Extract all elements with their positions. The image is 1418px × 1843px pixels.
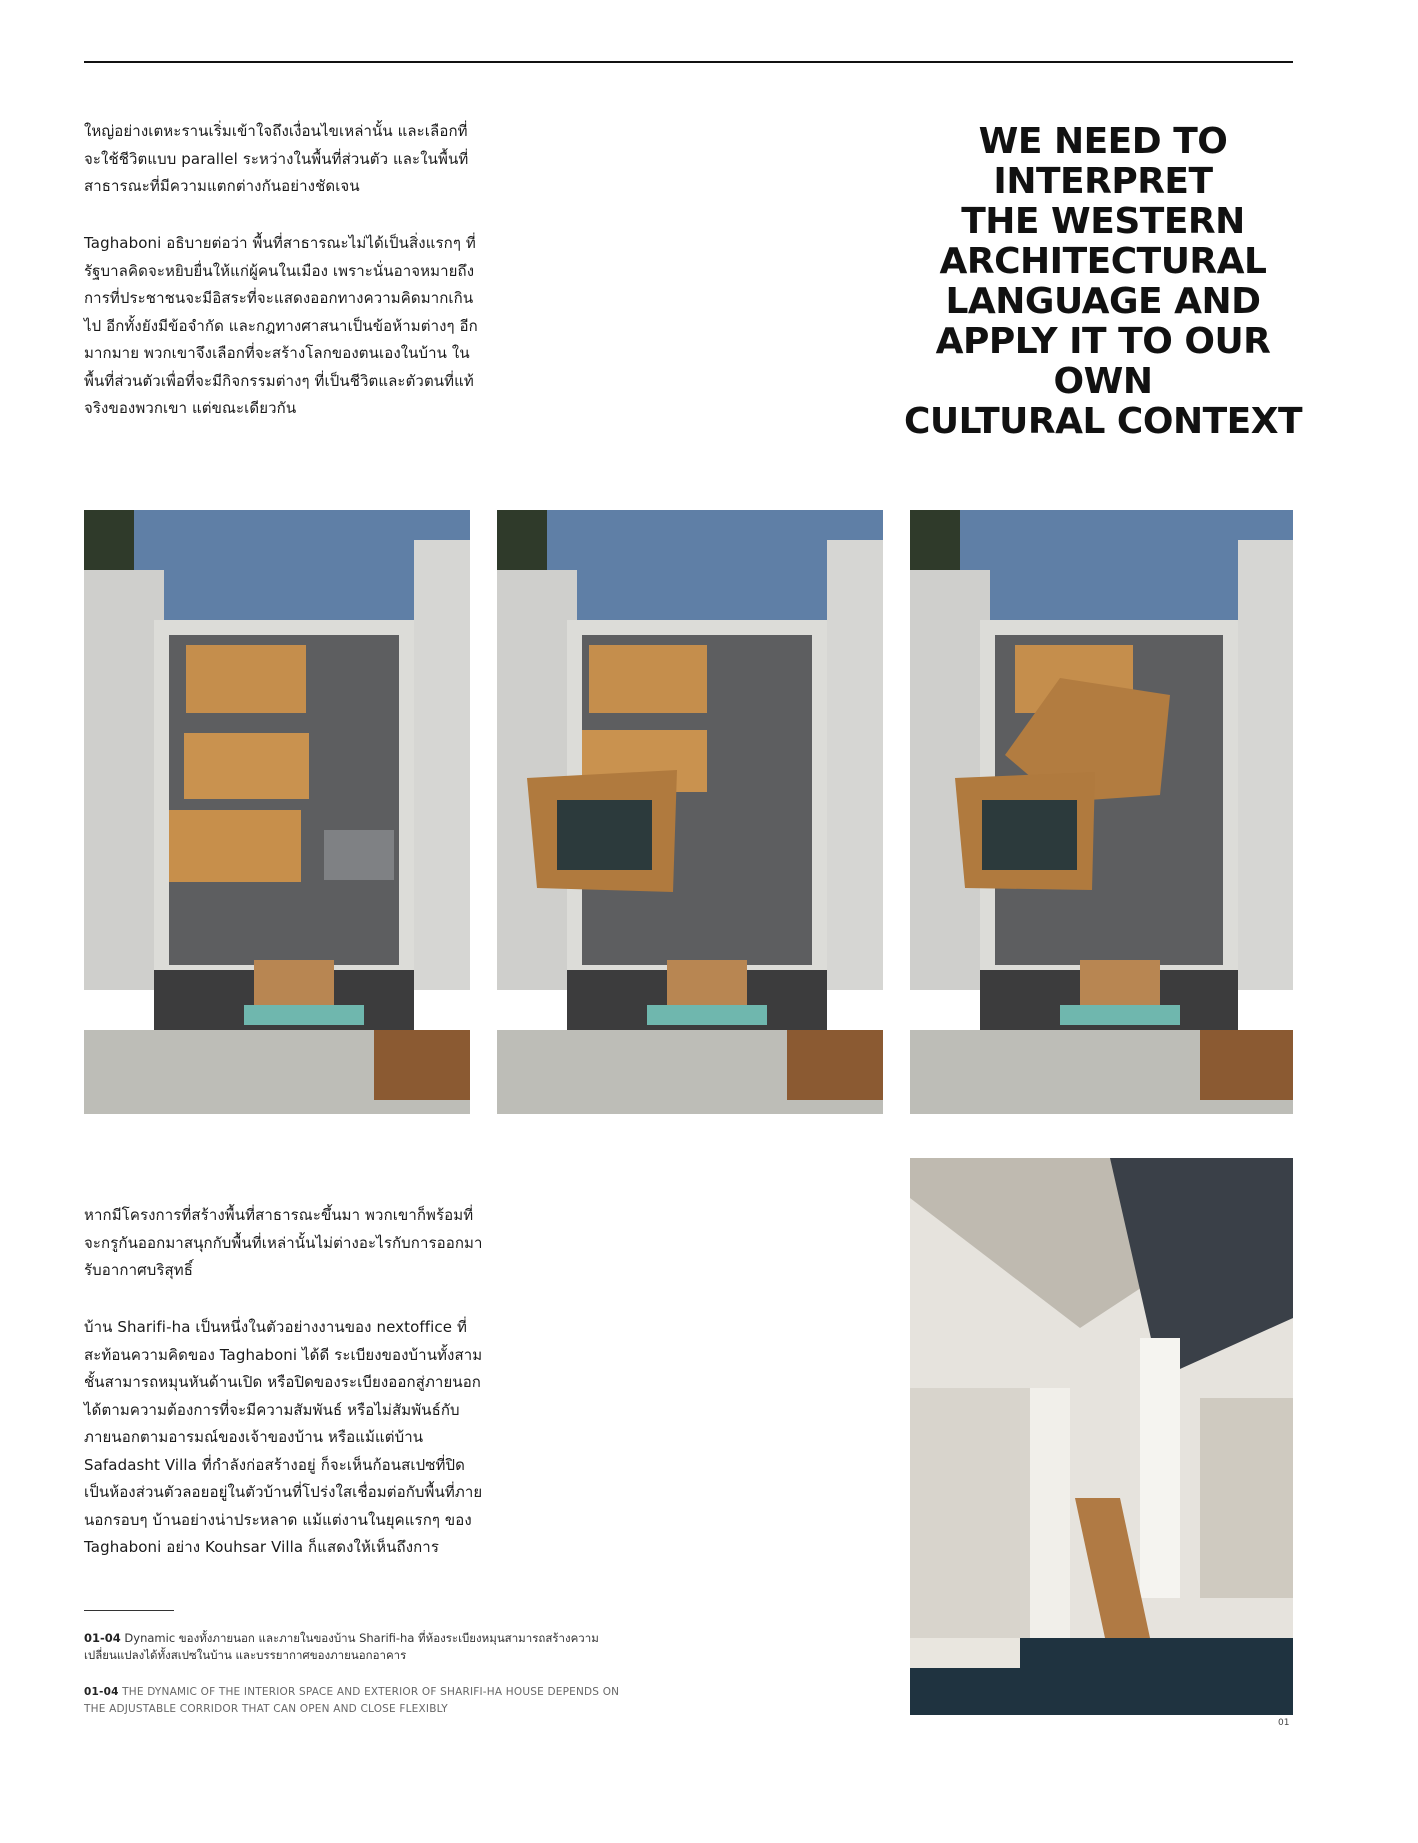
caption-thai — [84, 1630, 644, 1664]
pull-quote-line: APPLY IT TO OUR OWN — [935, 321, 1271, 402]
facade-photo-closed — [84, 510, 470, 1114]
caption-number: 01-04 — [84, 1686, 119, 1698]
caption-english — [84, 1684, 644, 1718]
page-number: 01 — [1278, 1718, 1290, 1728]
pull-quote-line: INTERPRET — [993, 161, 1213, 202]
caption-number: 01-04 — [84, 1631, 121, 1645]
caption-text: Dynamic ของทั้งภายนอก และภายในของบ้าน Sharifi-ha ที่ห้องระเบียงหมุนสามารถสร้างความเปลี่ยนแปลงได้ทั้งสเปซในบ้าน และบรรยากาศของภายนอกอาคาร — [84, 1631, 599, 1662]
pull-quote-line: LANGUAGE AND — [945, 281, 1261, 322]
pull-quote-line: ARCHITECTURAL — [939, 241, 1267, 282]
body-paragraph-3: หากมีโครงการที่สร้างพื้นที่สาธารณะขึ้นมา พวกเขาก็พร้อมที่จะกรูกันออกมาสนุกกับพื้นที่เหล่านั้นไม่ต่างอะไรกับการออกมารับอากาศบริสุทธิ์ — [84, 1206, 483, 1279]
pull-quote — [898, 122, 1308, 442]
pull-quote-line: CULTURAL CONTEXT — [903, 401, 1303, 442]
facade-photo-two-open — [910, 510, 1293, 1114]
caption-rule — [84, 1610, 174, 1611]
pull-quote-line: THE WESTERN — [961, 201, 1245, 242]
body-paragraph-4: บ้าน Sharifi-ha เป็นหนึ่งในตัวอย่างงานของ nextoffice ที่สะท้อนความคิดของ Taghaboni ได้ดี ระเบียงของบ้านทั้งสามชั้นสามารถหมุนหันด้านเปิด หรือปิดของระเบียงออกสู่ภายนอกได้ตามความต้องการที่จะมีความสัมพันธ์ หรือไม่สัมพันธ์กับภายนอกตามอารมณ์ของเจ้าของบ้าน หรือแม้แต่บ้าน Safadasht Villa ที่กำลังก่อสร้างอยู่ ก็จะเห็นก้อนสเปซที่ปิดเป็นห้องส่วนตัวลอยอยู่ในตัวบ้านที่โปร่งใสเชื่อมต่อกับพื้นที่ภายนอกรอบๆ บ้านอย่างน่าประหลาด แม้แต่งานในยุคแรกๆ ของ Taghaboni อย่าง Kouhsar Villa ก็แสดงให้เห็นถึงการ — [84, 1318, 483, 1556]
caption-text: THE DYNAMIC OF THE INTERIOR SPACE AND EXTERIOR OF SHARIFI-HA HOUSE DEPENDS ON THE ADJUSTABLE CORRIDOR THAT CAN OPEN AND CLOSE FLEXIBLY — [84, 1686, 620, 1715]
top-rule — [84, 61, 1293, 63]
body-paragraph-2: Taghaboni อธิบายต่อว่า พื้นที่สาธารณะไม่ได้เป็นสิ่งแรกๆ ที่รัฐบาลคิดจะหยิบยื่นให้แก่ผู้คนในเมือง เพราะนั่นอาจหมายถึงการที่ประชาชนจะมีอิสระที่จะแสดงออกทางความคิดมากเกินไป อีกทั้งยังมีข้อจำกัด และกฎทางศาสนาเป็นข้อห้ามต่างๆ อีกมากมาย พวกเขาจึงเลือกที่จะสร้างโลกของตนเองในบ้าน ในพื้นที่ส่วนตัวเพื่อที่จะมีกิจกรรมต่างๆ ที่เป็นชีวิตและตัวตนที่แท้จริงของพวกเขา แต่ขณะเดียวกัน — [84, 234, 478, 417]
pull-quote-line: WE NEED TO — [978, 121, 1228, 162]
interior-courtyard-photo — [910, 1158, 1293, 1715]
body-paragraph-1: ใหญ่อย่างเตหะรานเริ่มเข้าใจถึงเงื่อนไขเหล่านั้น และเลือกที่จะใช้ชีวิตแบบ parallel ระหว่างในพื้นที่ส่วนตัว และในพื้นที่สาธารณะที่มีความแตกต่างกันอย่างชัดเจน — [84, 122, 469, 195]
facade-photo-one-open — [497, 510, 883, 1114]
